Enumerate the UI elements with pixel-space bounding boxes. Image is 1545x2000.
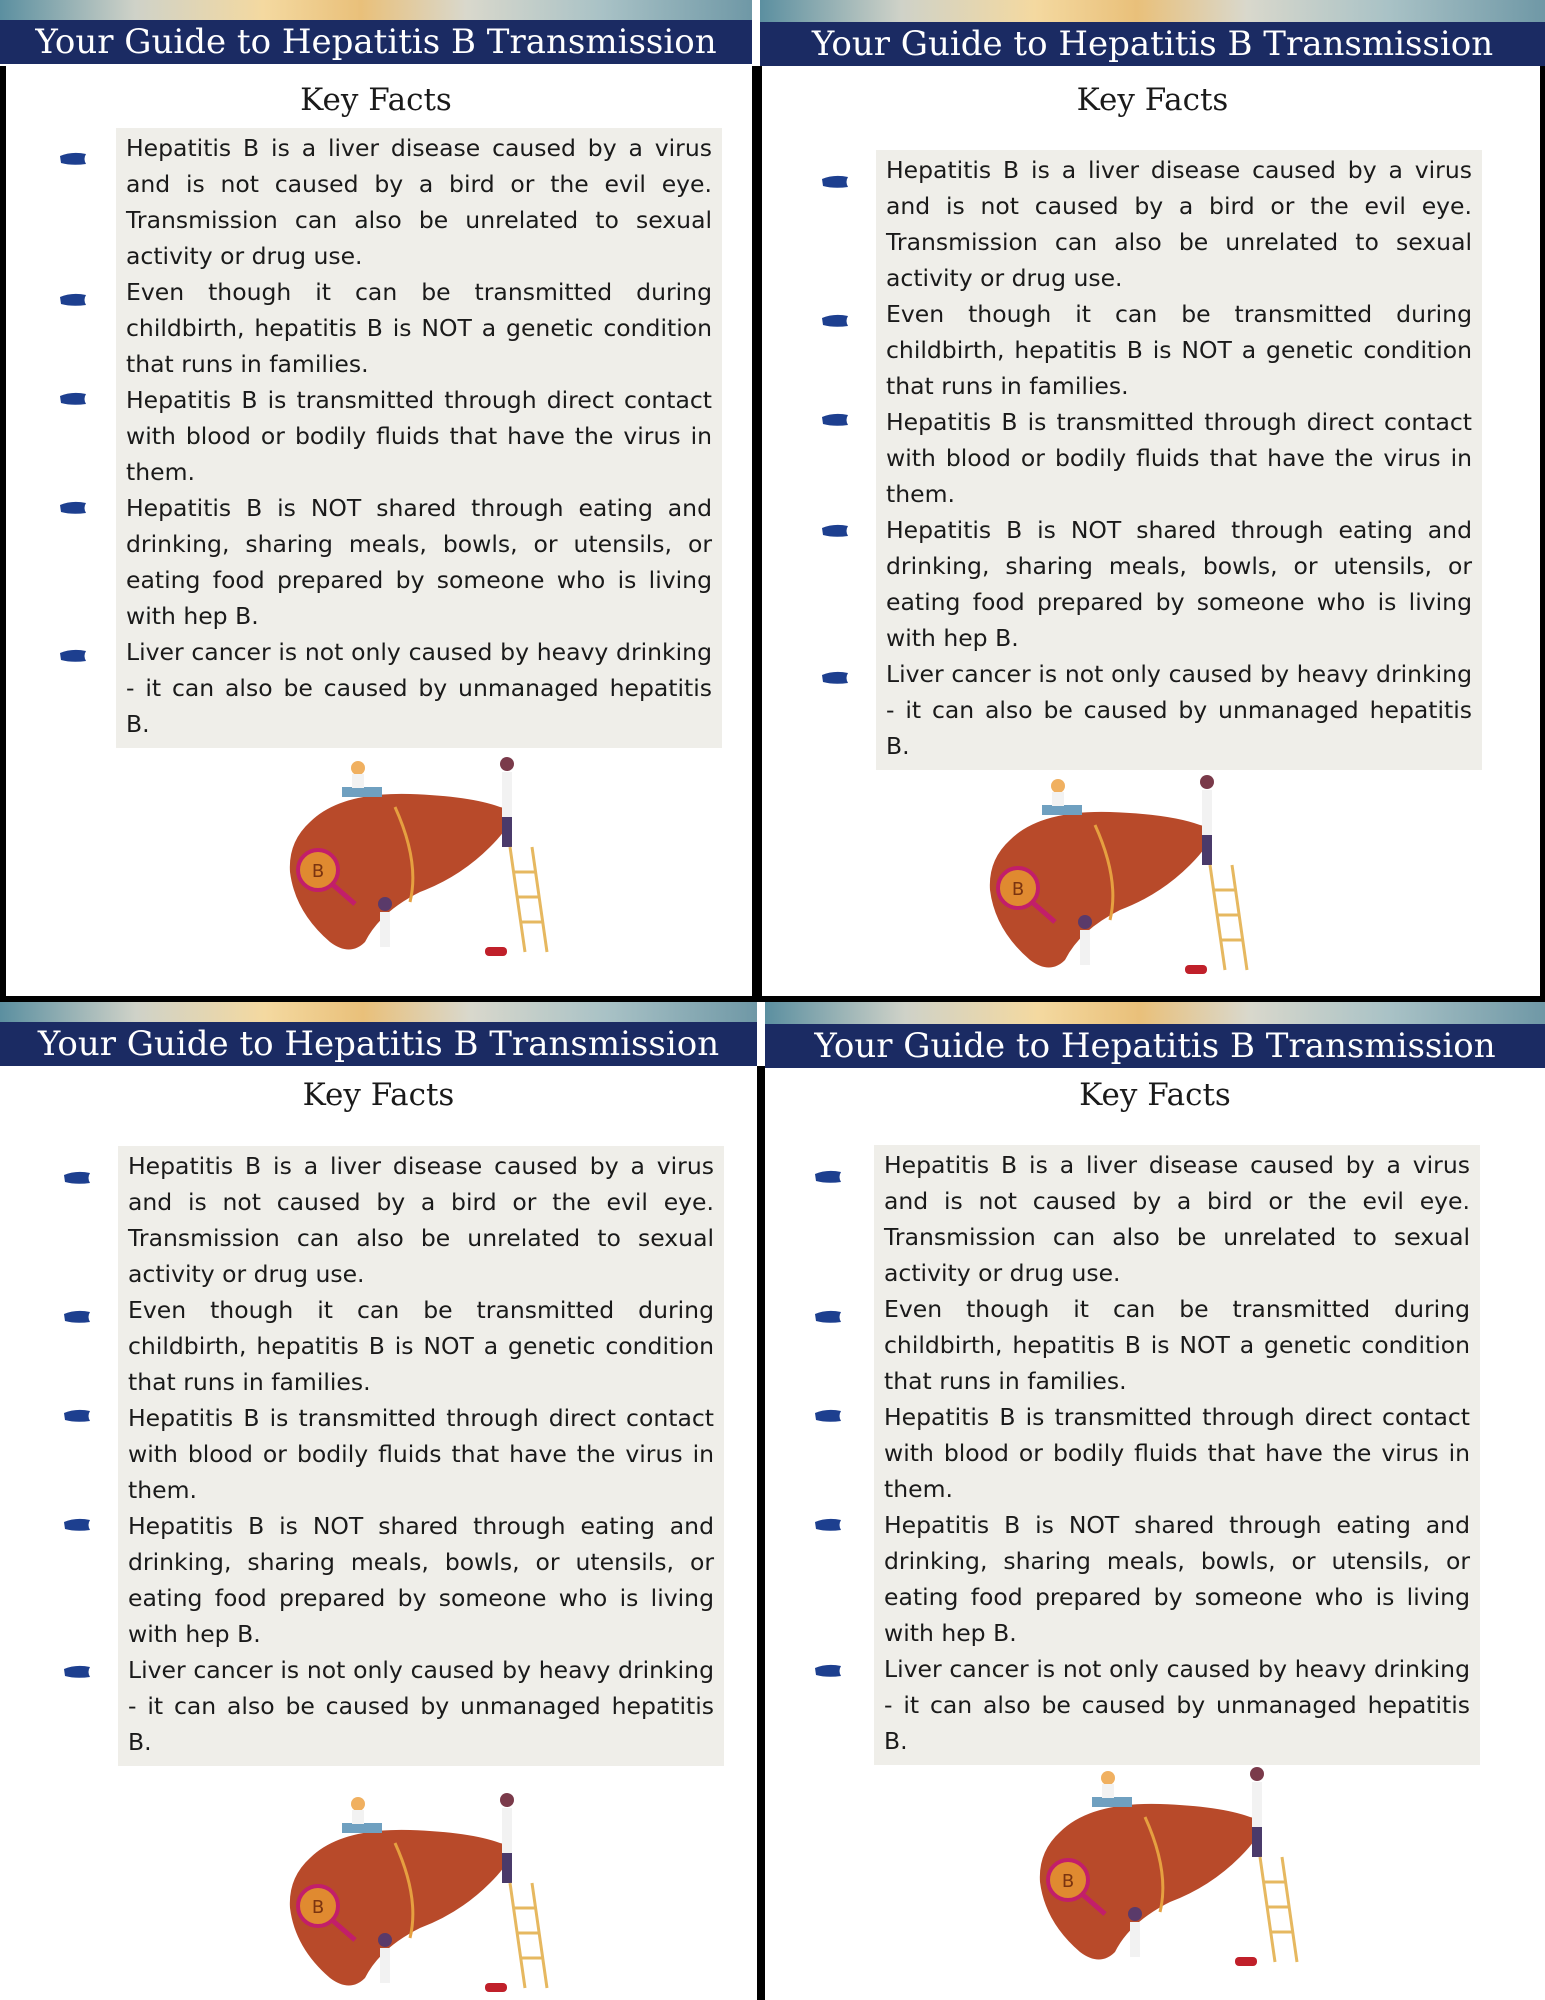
flyer-panel-top-right [760,0,1545,998]
brush-bullet-icon [62,1170,92,1186]
virus-badge-label: B [1061,1871,1075,1892]
fact-item: Liver cancer is not only caused by heavy drinking - it can also be caused by unmanaged hepatitis B. [128,1656,714,1756]
banner-title: Your Guide to Hepatitis B Transmission [765,1024,1545,1068]
brush-bullet-icon [820,670,850,686]
brush-bullet-icon [813,1169,843,1185]
fact-item: Even though it can be transmitted during childbirth, hepatitis B is NOT a genetic condition that runs in families. [884,1295,1470,1395]
panel-border-left [0,66,6,998]
brush-bullet-icon [820,412,850,428]
panel-divider-vertical-bottom [757,1066,765,2000]
liver-illustration [970,770,1250,980]
virus-badge-label: B [1011,879,1025,900]
brush-bullet-icon [813,1309,843,1325]
fact-item: Hepatitis B is NOT shared through eating and drinking, sharing meals, bowls, or utensils, or eating food prepared by someone who is living with hep B. [128,1512,714,1648]
brush-bullet-icon [58,292,88,308]
fact-item: Hepatitis B is transmitted through direct contact with blood or bodily fluids that have the virus in them. [128,1404,714,1504]
brush-bullet-icon [820,174,850,190]
fact-item: Liver cancer is not only caused by heavy drinking - it can also be caused by unmanaged hepatitis B. [126,638,712,738]
facts-box [116,128,722,748]
banner-title: Your Guide to Hepatitis B Transmission [0,20,752,64]
liver-illustration [270,752,550,962]
brush-bullet-icon [58,151,88,167]
fact-item: Hepatitis B is a liver disease caused by a virus and is not caused by a bird or the evil eye. Transmission can also be unrelated to sexual activity or drug use. [886,156,1472,292]
brush-bullet-icon [820,313,850,329]
fact-item: Hepatitis B is NOT shared through eating and drinking, sharing meals, bowls, or utensils, or eating food prepared by someone who is living with hep B. [126,494,712,630]
banner-title: Your Guide to Hepatitis B Transmission [0,1022,757,1066]
virus-badge-label: B [311,1897,325,1918]
key-facts-heading: Key Facts [1079,1077,1231,1113]
facts-box [876,150,1482,770]
facts-box [874,1145,1480,1765]
fact-item: Even though it can be transmitted during childbirth, hepatitis B is NOT a genetic condition that runs in families. [886,300,1472,400]
panel-border-right [1540,66,1545,998]
key-facts-heading: Key Facts [302,1077,455,1113]
brush-bullet-icon [62,1664,92,1680]
fact-item: Hepatitis B is a liver disease caused by a virus and is not caused by a bird or the evil eye. Transmission can also be unrelated to sexual activity or drug use. [126,134,712,270]
brush-bullet-icon [58,648,88,664]
brush-bullet-icon [813,1663,843,1679]
brush-bullet-icon [62,1408,92,1424]
fact-item: Hepatitis B is NOT shared through eating and drinking, sharing meals, bowls, or utensils, or eating food prepared by someone who is living with hep B. [886,516,1472,652]
decorative-gradient-strip [765,1000,1545,1024]
decorative-gradient-strip [0,1000,757,1024]
banner-title: Your Guide to Hepatitis B Transmission [760,22,1545,66]
flyer-panel-top-left [0,0,752,998]
fact-item: Liver cancer is not only caused by heavy drinking - it can also be caused by unmanaged hepatitis B. [884,1655,1470,1755]
brush-bullet-icon [62,1309,92,1325]
fact-item: Hepatitis B is transmitted through direct contact with blood or bodily fluids that have the virus in them. [886,408,1472,508]
fact-item: Even though it can be transmitted during childbirth, hepatitis B is NOT a genetic condition that runs in families. [128,1296,714,1396]
fact-item: Even though it can be transmitted during childbirth, hepatitis B is NOT a genetic condition that runs in families. [126,278,712,378]
brush-bullet-icon [58,500,88,516]
brush-bullet-icon [813,1517,843,1533]
decorative-gradient-strip [760,0,1545,24]
fact-item: Liver cancer is not only caused by heavy drinking - it can also be caused by unmanaged hepatitis B. [886,660,1472,760]
panel-divider-vertical [752,66,762,998]
brush-bullet-icon [62,1517,92,1533]
liver-illustration [1020,1762,1300,1972]
key-facts-heading: Key Facts [300,82,452,118]
fact-item: Hepatitis B is transmitted through direct contact with blood or bodily fluids that have the virus in them. [126,386,712,486]
liver-illustration [270,1788,550,1998]
fact-item: Hepatitis B is NOT shared through eating and drinking, sharing meals, bowls, or utensils, or eating food prepared by someone who is living with hep B. [884,1511,1470,1647]
fact-item: Hepatitis B is transmitted through direct contact with blood or bodily fluids that have the virus in them. [884,1403,1470,1503]
key-facts-heading: Key Facts [1076,82,1229,118]
brush-bullet-icon [820,523,850,539]
panel-divider-horizontal [0,996,1545,1002]
virus-badge-label: B [311,861,325,882]
fact-item: Hepatitis B is a liver disease caused by a virus and is not caused by a bird or the evil eye. Transmission can also be unrelated to sexual activity or drug use. [884,1151,1470,1287]
facts-box [118,1146,724,1766]
brush-bullet-icon [58,391,88,407]
flyer-panel-bottom-right [765,1000,1545,2000]
fact-item: Hepatitis B is a liver disease caused by a virus and is not caused by a bird or the evil eye. Transmission can also be unrelated to sexual activity or drug use. [128,1152,714,1288]
brush-bullet-icon [813,1408,843,1424]
flyer-panel-bottom-left [0,1000,757,2000]
